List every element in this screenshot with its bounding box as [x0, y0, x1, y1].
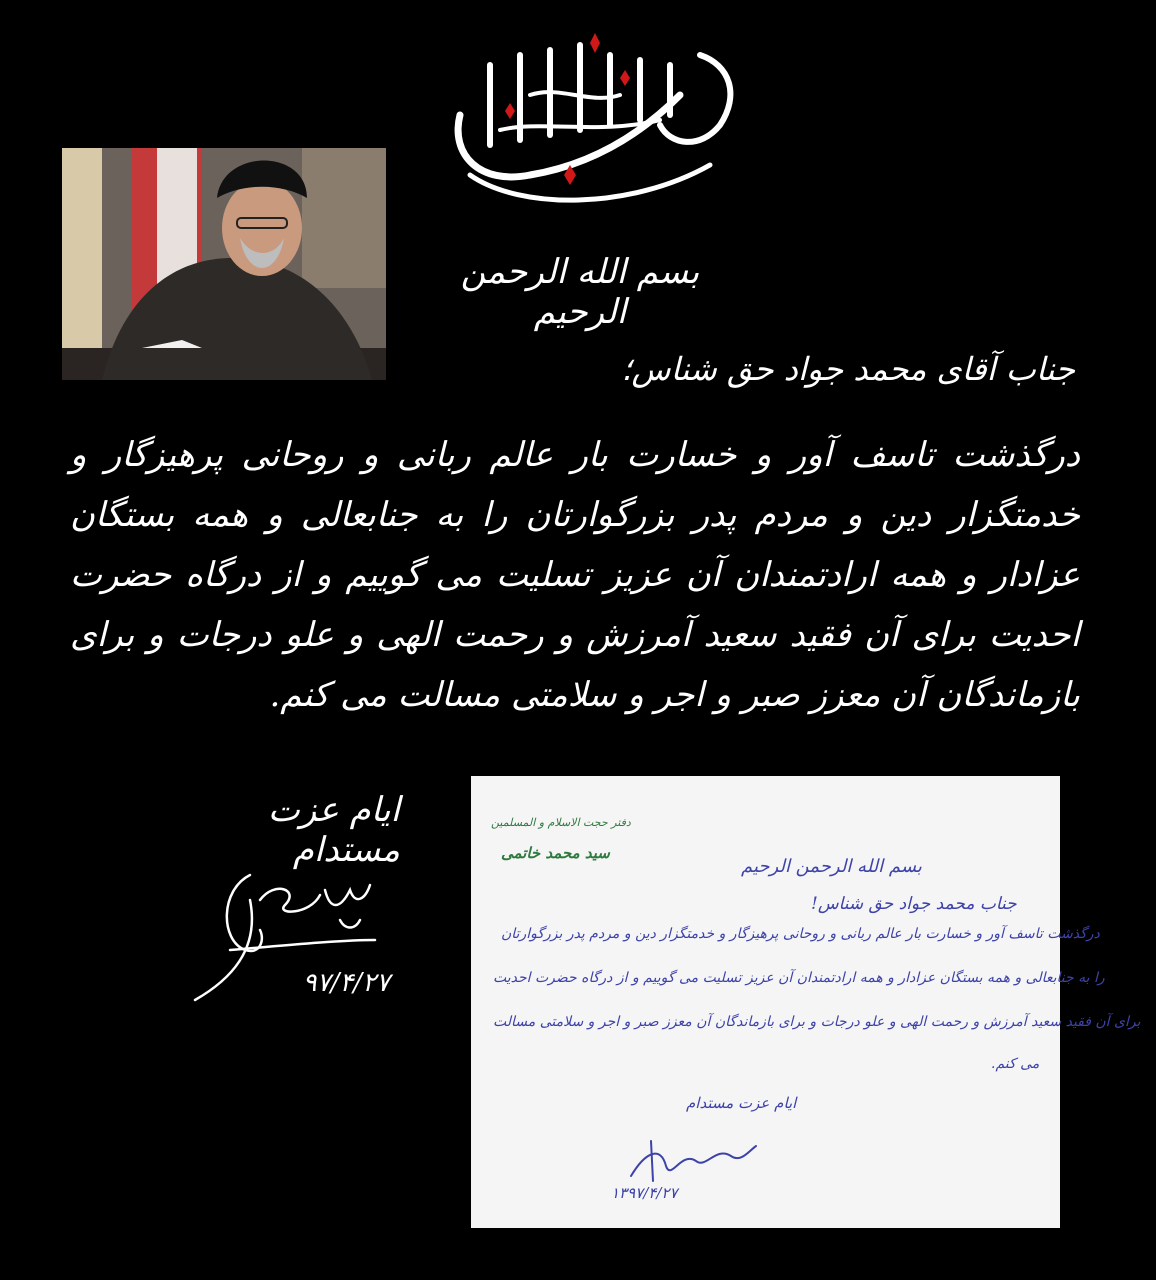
letter-signature — [621, 1131, 761, 1191]
letter-line-4: می کنم. — [991, 1056, 1040, 1072]
condolence-body: درگذشت تاسف آور و خسارت بار عالم ربانی و روحانی پرهیزگار و خدمتگزار دین و مردم پدر بزرگوارتان را به جنابعالی و همه بستگان عزادار و همه ارادتمندان آن عزیز تسلیت می گوییم و از درگاه حضرت احدیت برای آن فقید سعید آمرزش و رحمت الهی و علو درجات و برای بازماندگان آن معزز صبر و اجر و سلامتی مسالت می کنم. — [70, 435, 1080, 715]
portrait-illustration — [62, 148, 386, 380]
portrait-photo — [62, 148, 386, 380]
signature-date: ۹۷/۴/۲۷ — [302, 968, 390, 998]
calligraphy-header — [430, 25, 760, 225]
letterhead-title: دفتر حجت الاسلام و المسلمین — [491, 816, 631, 829]
letter-closing: ایام عزت مستدام — [686, 1094, 797, 1112]
letter-line-3: برای آن فقید سعید آمرزش و رحمت الهی و علو درجات و برای بازماندگان آن معزز صبر و اجر و سلامتی مسالت — [493, 1014, 1141, 1030]
letter-salutation: جناب محمد جواد حق شناس! — [811, 894, 1017, 914]
closing-phrase: ایام عزت مستدام — [267, 790, 400, 870]
letter-line-2: را به جنابعالی و همه بستگان عزادار و همه ارادتمندان آن عزیز تسلیت می گوییم و از درگاه حضرت احدیت — [493, 970, 1105, 986]
letterhead-name: سید محمد خاتمی — [501, 844, 610, 862]
letter-date: ۱۳۹۷/۴/۲۷ — [611, 1184, 678, 1202]
handwritten-letter-scan — [471, 776, 1141, 1228]
letter-basmala: بسم الله الرحمن الرحیم — [741, 856, 922, 877]
salutation: جناب آقای محمد جواد حق شناس؛ — [621, 350, 1075, 388]
basmala: بسم الله الرحمن الرحیم — [460, 252, 700, 332]
letter-line-1: درگذشت تاسف آور و خسارت بار عالم ربانی و روحانی پرهیزگار و خدمتگزار دین و مردم پدر بزرگوارتان — [501, 926, 1100, 942]
